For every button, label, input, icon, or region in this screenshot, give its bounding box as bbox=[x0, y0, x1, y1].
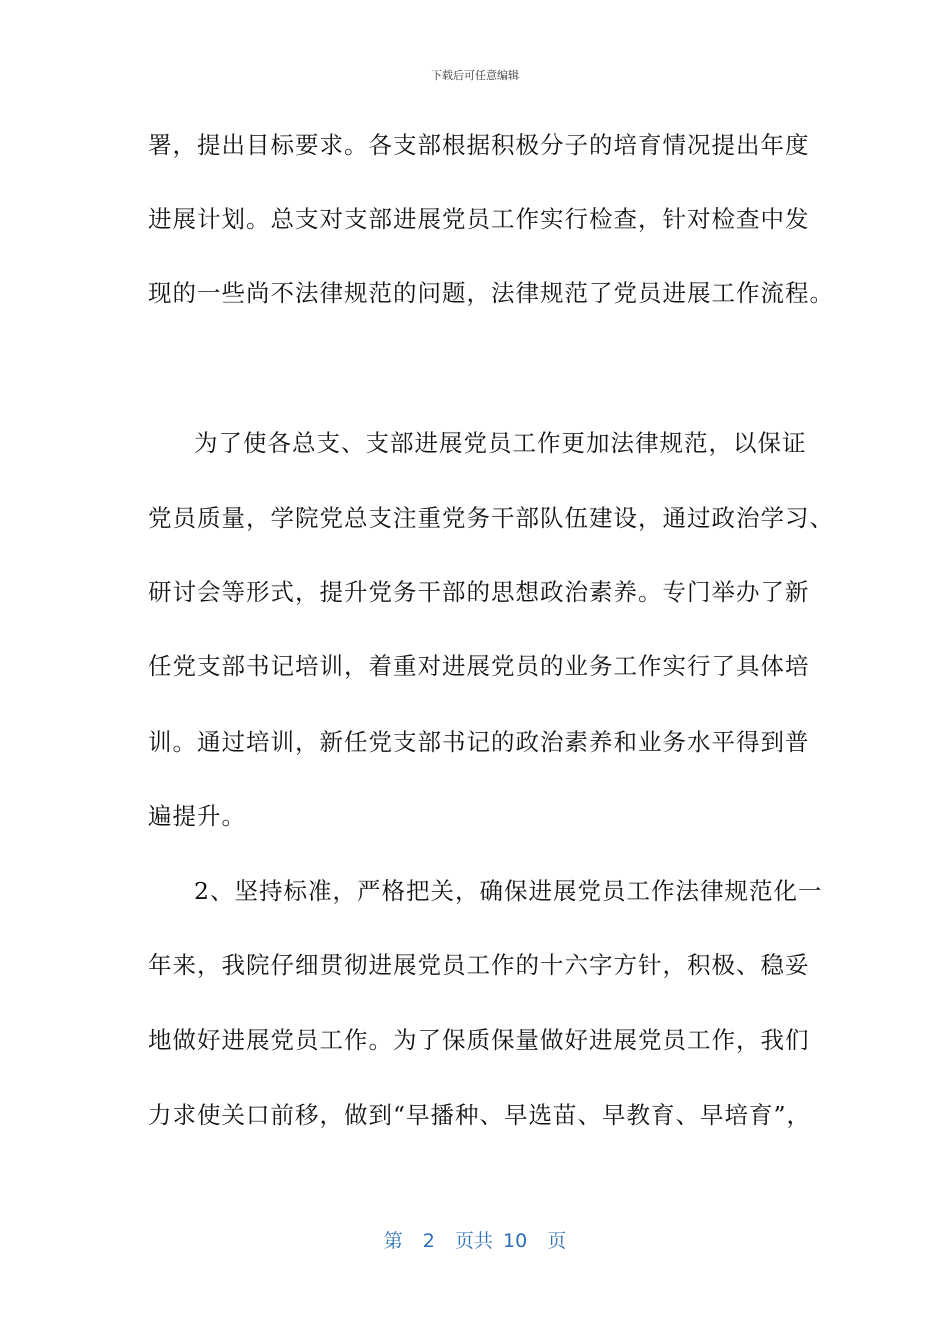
text-line: 为了使各总支、支部进展党员工作更加法律规范，以保证 bbox=[194, 429, 807, 457]
text-line: 2、坚持标准，严格把关，确保进展党员工作法律规范化一 bbox=[194, 877, 823, 905]
text-line: 地做好进展党员工作。为了保质保量做好进展党员工作，我们 bbox=[148, 1026, 810, 1054]
text-line: 研讨会等形式，提升党务干部的思想政治素养。专门举办了新 bbox=[148, 578, 810, 606]
text-line: 任党支部书记培训，着重对进展党员的业务工作实行了具体培 bbox=[148, 652, 810, 680]
text-line: 遍提升。 bbox=[148, 802, 246, 830]
page-number-footer: 第 2 页共 10 页 bbox=[383, 1230, 567, 1252]
text-line: 进展计划。总支对支部进展党员工作实行检查，针对检查中发 bbox=[148, 205, 810, 233]
text-line: 训。通过培训，新任党支部书记的政治素养和业务水平得到普 bbox=[148, 728, 810, 756]
text-line: 现的一些尚不法律规范的问题，法律规范了党员进展工作流程。 bbox=[148, 279, 834, 307]
text-line: 署，提出目标要求。各支部根据积极分子的培育情况提出年度 bbox=[148, 131, 810, 159]
text-line: 年来，我院仔细贯彻进展党员工作的十六字方针，积极、稳妥 bbox=[148, 951, 810, 979]
page-header-note: 下载后可任意编辑 bbox=[431, 69, 519, 82]
text-line: 党员质量，学院党总支注重党务干部队伍建设，通过政治学习、 bbox=[148, 504, 834, 532]
text-line: 力求使关口前移，做到“早播种、早选苗、早教育、早培育”， bbox=[148, 1101, 812, 1129]
